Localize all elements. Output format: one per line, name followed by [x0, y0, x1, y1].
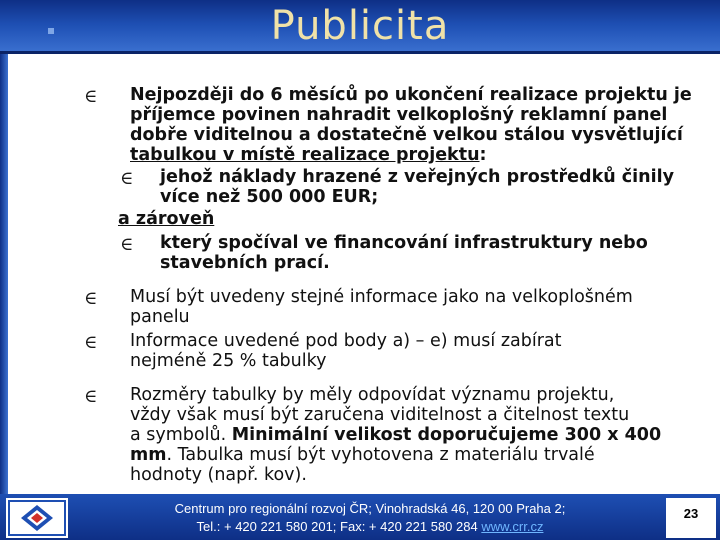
item1-connector: a zároveň [118, 209, 215, 229]
item1-line4-wrap [130, 146, 487, 166]
item1-sub1-line2: více než 500 000 EUR; [160, 187, 379, 207]
bullet-icon: ∈ [84, 386, 98, 407]
slide-title: Publicita [270, 3, 450, 49]
item4-line3-a: a symbolů. [130, 425, 232, 445]
website-link[interactable]: www.crr.cz [481, 519, 544, 534]
item1-sub1-line1: jehož náklady hrazené z veřejných prostředků činily [160, 167, 674, 187]
item1-line1: Nejpozději do 6 měsíců po ukončení realizace projektu je [130, 85, 692, 105]
item4-line5: hodnoty (např. kov). [130, 465, 307, 485]
item4-line3-b: Minimální velikost doporučujeme 300 x 400 [231, 425, 662, 445]
bullet-icon: ∈ [84, 288, 98, 309]
page-number: 23 [683, 506, 699, 521]
item1-line4: tabulkou v místě realizace projektu [130, 145, 480, 165]
crr-logo [6, 498, 68, 538]
item1-sub2-line1: který spočíval ve financování infrastruktury nebo [160, 233, 648, 253]
item4-line2: vždy však musí být zaručena viditelnost a čitelnost textu [130, 405, 630, 425]
item2-line2: panelu [130, 307, 190, 327]
bullet-icon: ∈ [84, 86, 98, 107]
footer-line2 [100, 518, 640, 536]
bullet-icon: ∈ [84, 332, 98, 353]
item2-line1: Musí být uvedeny stejné informace jako na velkoplošném [130, 287, 633, 307]
sub-bullet-icon: ∈ [120, 168, 134, 189]
crr-logo-icon [6, 498, 68, 538]
footer-line1: Centrum pro regionální rozvoj ČR; Vinohradská 46, 120 00 Praha 2; [174, 501, 566, 516]
item4-line4-b: . Tabulka musí být vyhotovena z materiálu trvalé [166, 445, 595, 465]
item4-line3 [130, 426, 661, 446]
item3-line2: nejméně 25 % tabulky [130, 351, 327, 371]
item3-line1: Informace uvedené pod body a) – e) musí zabírat [130, 331, 562, 351]
left-accent-bar [0, 54, 8, 494]
item4-line4-a: mm [130, 445, 167, 465]
footer-text [100, 500, 640, 536]
item1-sub2-line2: stavebních prací. [160, 253, 330, 273]
sub-bullet-icon: ∈ [120, 234, 134, 255]
item1-line4-suffix: : [479, 145, 487, 165]
item4-line1: Rozměry tabulky by měly odpovídat významu projektu, [130, 385, 615, 405]
item4-line4 [130, 446, 595, 466]
footer-line2-text: Tel.: + 420 221 580 201; Fax: + 420 221 580 284 [196, 519, 482, 534]
item1-line3: dobře viditelnou a dostatečně velkou stálou vysvětlující [130, 125, 683, 145]
item1-line2: příjemce povinen nahradit velkoplošný reklamní panel [130, 105, 668, 125]
